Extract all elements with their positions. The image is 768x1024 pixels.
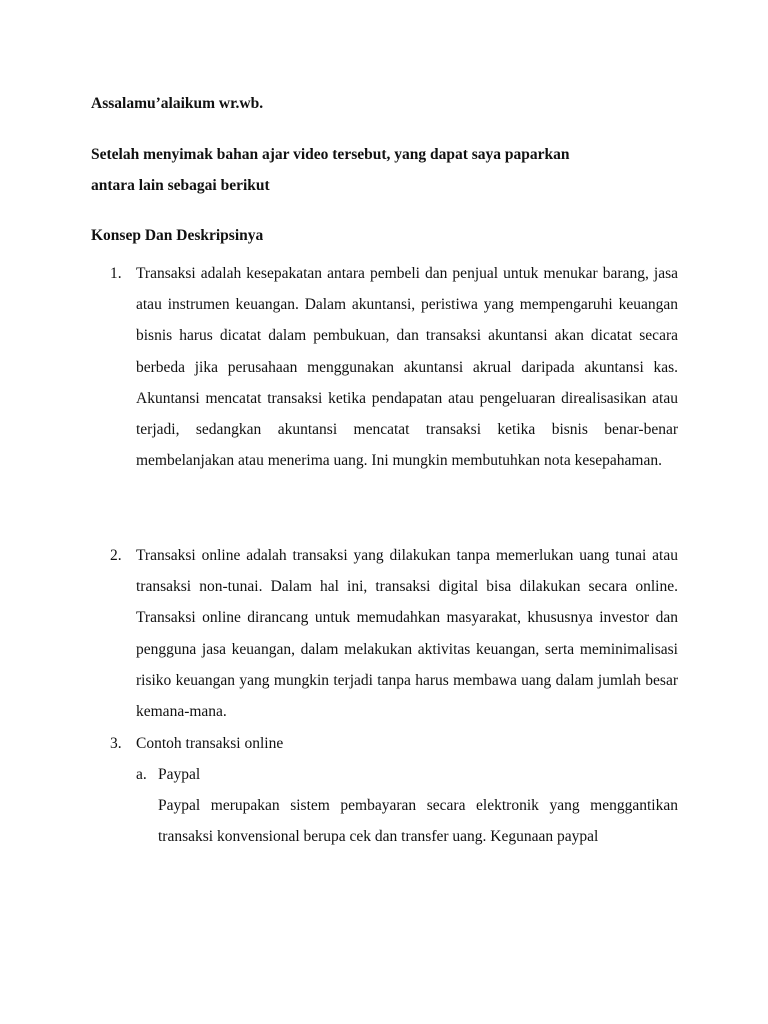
intro-line-2: antara lain sebagai berikut [91,177,270,194]
list-item-1 [110,258,678,476]
list-number: 3. [110,735,122,752]
list-number: 2. [110,547,122,564]
sub-list-title: Paypal [158,766,201,783]
greeting: Assalamu’alaikum wr.wb. [91,95,264,112]
list-text: Transaksi adalah kesepakatan antara pembeli dan penjual untuk menukar barang, jasa atau instrumen keuangan. Dalam akuntansi, peristiwa yang mempengaruhi keuangan bisnis harus dicatat dalam pembukuan, dan transaksi akuntansi akan dicatat secara berbeda jika perusahaan menggunakan akuntansi akrual daripada akuntansi kas. Akuntansi mencatat transaksi ketika pendapatan atau pengeluaran direalisasikan atau terjadi, sedangkan akuntansi mencatat transaksi ketika bisnis benar-benar membelanjakan atau menerima uang. Ini mungkin membutuhkan nota kesepahaman. [136,265,678,470]
sub-list-letter: a. [136,766,147,783]
list-text: Transaksi online adalah transaksi yang dilakukan tanpa memerlukan uang tunai atau transaksi non-tunai. Dalam hal ini, transaksi digital bisa dilakukan secara online. Transaksi online dirancang untuk memudahkan masyarakat, khususnya investor dan pengguna jasa keuangan, dalam melakukan aktivitas keuangan, serta meminimalisasi risiko keuangan yang mungkin terjadi tanpa harus membawa uang dalam jumlah besar kemana-mana. [136,547,678,721]
sub-list-item-a [136,759,678,853]
list-number: 1. [110,265,122,282]
list-item-3 [110,728,678,759]
sub-list-text: Paypal merupakan sistem pembayaran secara elektronik yang menggantikan transaksi konvensional berupa cek dan transfer uang. Kegunaan paypal [158,797,678,846]
section-heading: Konsep Dan Deskripsinya [91,227,264,244]
list-item-2 [110,540,678,727]
list-text: Contoh transaksi online [136,735,284,752]
intro-line-1: Setelah menyimak bahan ajar video tersebut, yang dapat saya paparkan [91,146,570,163]
